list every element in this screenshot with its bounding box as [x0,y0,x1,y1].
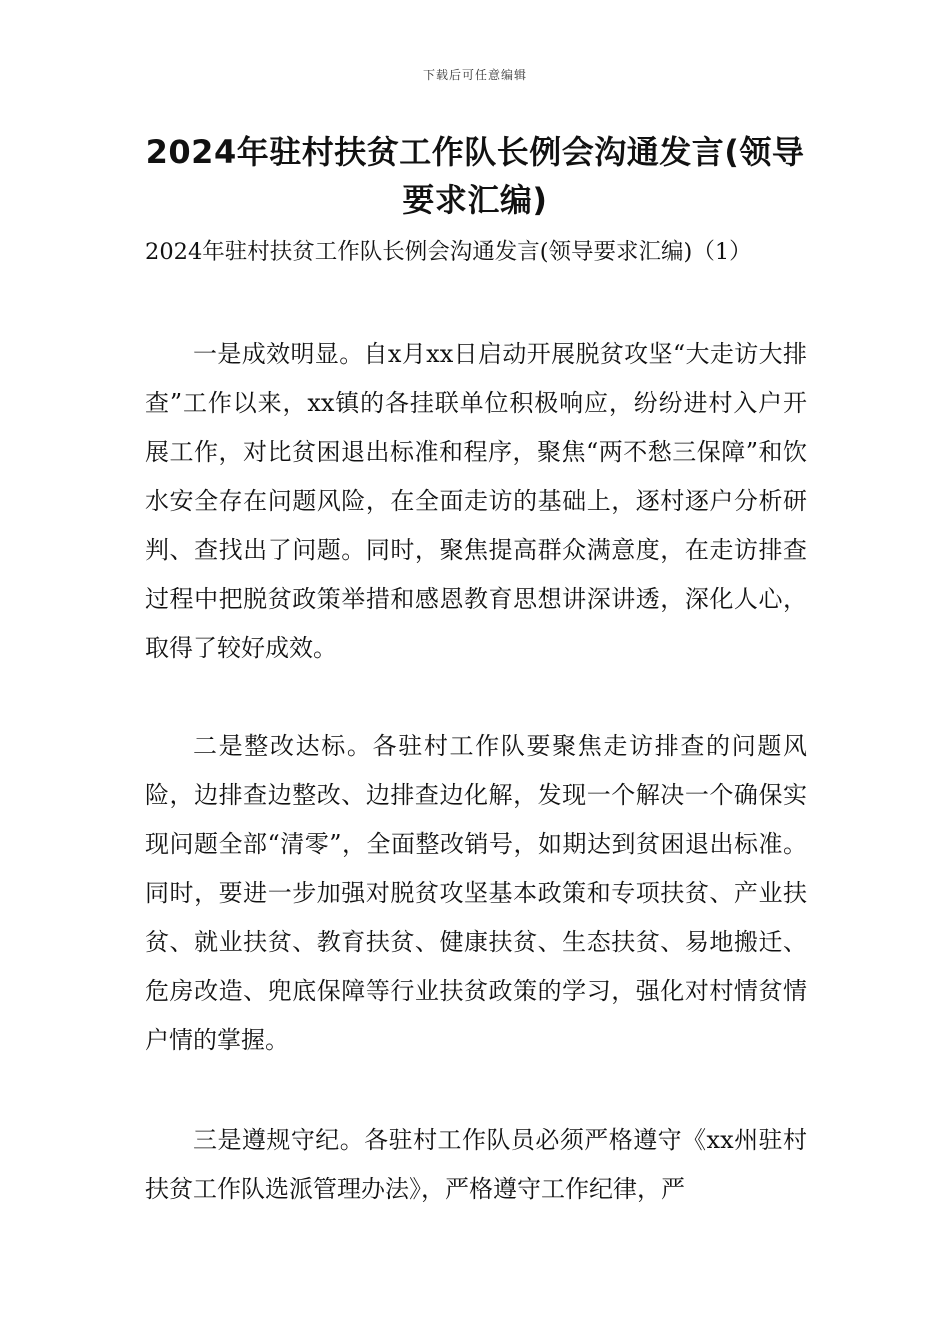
document-title: 2024年驻村扶贫工作队长例会沟通发言(领导要求汇编) [145,133,805,219]
header-note: 下载后可任意编辑 [422,68,527,82]
paragraph-3: 三是遵规守纪。各驻村工作队员必须严格遵守《xx州驻村扶贫工作队选派管理办法》，严格遵守工作纪律，严 [145,1126,807,1203]
paragraph-2: 二是整改达标。各驻村工作队要聚焦走访排查的问题风险，边排查边整改、边排查边化解，发现一个解决一个确保实现问题全部“清零”，全面整改销号，如期达到贫困退出标准。同时，要进一步加强对脱贫攻坚基本政策和专项扶贫、产业扶贫、就业扶贫、教育扶贫、健康扶贫、生态扶贫、易地搬迁、危房改造、兜底保障等行业扶贫政策的学习，强化对村情贫情户情的掌握。 [145,732,807,1054]
paragraph-1: 一是成效明显。自x月xx日启动开展脱贫攻坚“大走访大排查”工作以来，xx镇的各挂联单位积极响应，纷纷进村入户开展工作，对比贫困退出标准和程序，聚焦“两不愁三保障”和饮水安全存在问题风险，在全面走访的基础上，逐村逐户分析研判、查找出了问题。同时，聚焦提高群众满意度，在走访排查过程中把脱贫政策举措和感恩教育思想讲深讲透，深化人心，取得了较好成效。 [145,340,807,662]
document-subtitle: 2024年驻村扶贫工作队长例会沟通发言(领导要求汇编)（1） [145,239,752,265]
